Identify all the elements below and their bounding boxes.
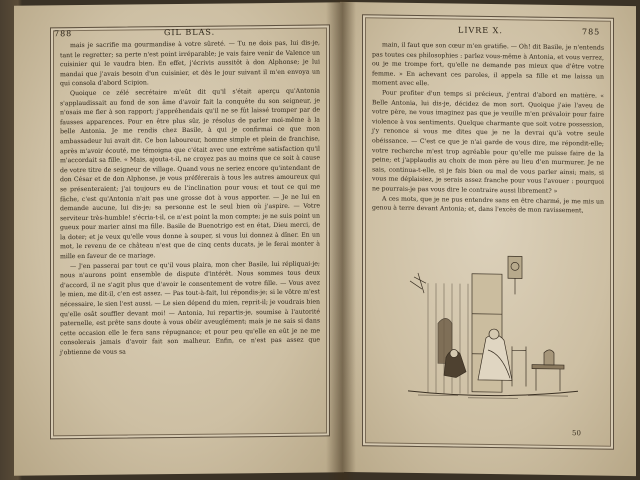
jug [544,350,554,365]
left-paragraph: Quoique ce zélé secrétaire m'eût dit qu'il s'était aperçu qu'Antonia s'applaudissait au fond de son âme d'avoir fait la conquête du son seigneur, je n'osais me fier à son rapport; j'appréhendais qu'il ne se fût laissé tromper par de fausses apparences. Pour en être plus sûr, je résolus de parler moi-même à la belle Antonia. Je me rendis chez Basile, à qui je confirmai ce que mon ambassadeur lui avait dit. Ce bon laboureur, homme simple et plein de franchise, après m'avoir écouté, me témoigna que c'était avec une extrême satisfaction qu'il m'accordait sa fille. « Mais, ajouta-t-il, ne croyez pas au moins que ce soit à cause de votre titre de seigneur de village. Quand vous ne seriez encore qu'intendant de don César et de don Alphonse, je vous préférerais à tous les autres amoureux qui se présenteraient; j'ai toujours eu de l'inclination pour vous; et tout ce qui me fâche, c'est qu'Antonia n'ait pas une grosse dot à vous apporter. — Je ne lui en demande aucune, lui dis-je; sa personne est le seul bien où j'aspire. — Votre serviteur très-humble! s'écria-t-il, ce n'est point la mon compte; je ne suis point un gueux pour marier ainsi ma fille. Basile de Buenotrigo est en état, Dieu merci, de la doter; et je veux qu'elle vous donne à souper, si vous lui donnez à dîner. En un mot, le revenu de ce château n'est que de cinq cents ducats, je le ferai monter à mille en faveur de ce mariage. [60,87,320,261]
left-paragraph: — J'en passerai par tout ce qu'il vous plaira, mon cher Basile, lui répliquai-je; nous n'aurons point ensemble de dispute d'intérêt. Nous sommes tous deux d'accord, il ne s'agit plus que d'avoir le consentement de votre fille. — Vous avez le mien, me dit-il, c'en est assez. — Pas tout-à-fait, lui répondis-je; si le vôtre m'est nécessaire, le sien l'est aussi. — Le sien dépend du mien, reprit-il; je voudrais bien qu'elle osât souffler devant moi! — Antonia, lui repartis-je, soumise à l'autorité paternelle, est prête sans doute à vous obéir aveuglément; mais je ne sais si dans cette occasion elle le fera sans répugnance; et pour peu qu'elle en eût je ne me consolerais jamais d'avoir fait son malheur. Enfin, ce n'est pas assez que j'obtienne de vous sa [60,260,320,357]
left-page-number: 788 [54,29,73,39]
table [532,365,564,369]
left-page [14,2,344,475]
right-page-number: 785 [582,27,601,37]
clock-icon [508,256,522,278]
right-paragraph: main, il faut que son cœur m'en gratifie. — Oh! dit Basile, je n'entends pas toutes ces philosophies : parlez vous-même à Antonia, et vous verrez, ou je me trompe fort, qu'elle ne demande pas mieux que d'être votre femme. » En achevant ces paroles, il appela sa fille et me laissa un moment avec elle. [372,41,604,88]
hanging-tools [410,273,426,293]
right-paragraph: Pour profiter d'un temps si précieux, j'entrai d'abord en matière. « Belle Antonia, lui dis-je, décidez de mon sort. Quoique j'aie l'aveu de votre père, ne vous imaginez pas que je veuille m'en prévaloir pour faire violence à vos sentiments. Quelque charmante que soit votre possession, j'y renonce si vous me dites que je ne la devrai qu'à votre seule obéissance. — C'est ce que je n'ai garde de vous dire, me répondit-elle; votre recherche m'est trop agréable pour qu'elle me puisse faire de la peine; et j'applaudis au choix de mon père au lieu d'en murmurer. Je ne sais, continua-t-elle, si je fais bien ou mal de vous parler ainsi; mais, si vous me déplaisiez, je serais assez franche pour vous l'avouer : pourquoi ne pourrais-je pas vous dire le contraire aussi librement? » [372,89,604,195]
right-page [340,2,636,476]
engraving-illustration [408,253,578,405]
signature-mark: 50 [572,429,581,438]
right-page-text [372,40,604,216]
left-running-head: GIL BLAS. [164,27,216,38]
left-page-text [60,39,320,358]
right-running-head: LIVRE X. [458,25,503,36]
chair [512,346,526,386]
left-paragraph: mais je sacrifie ma gourmandise à votre sûreté. — Tu ne dois pas, lui dis-je, tant le regretter; sa perte n'est point irréparable; je vais faire venir de Valence un cuisinier qui le vaudra bien. En effet, j'écrivis aussitôt à don Alphonse; je lui mandai que j'avais besoin d'un cuisinier, et dès le jour suivant il m'en envoya un qui consola d'abord Scipion. [60,39,320,88]
right-paragraph: A ces mots, que je ne pus entendre sans en être charmé, je me mis un genou à terre devant Antonia; et, dans l'excès de mon ravissement, [372,195,604,215]
